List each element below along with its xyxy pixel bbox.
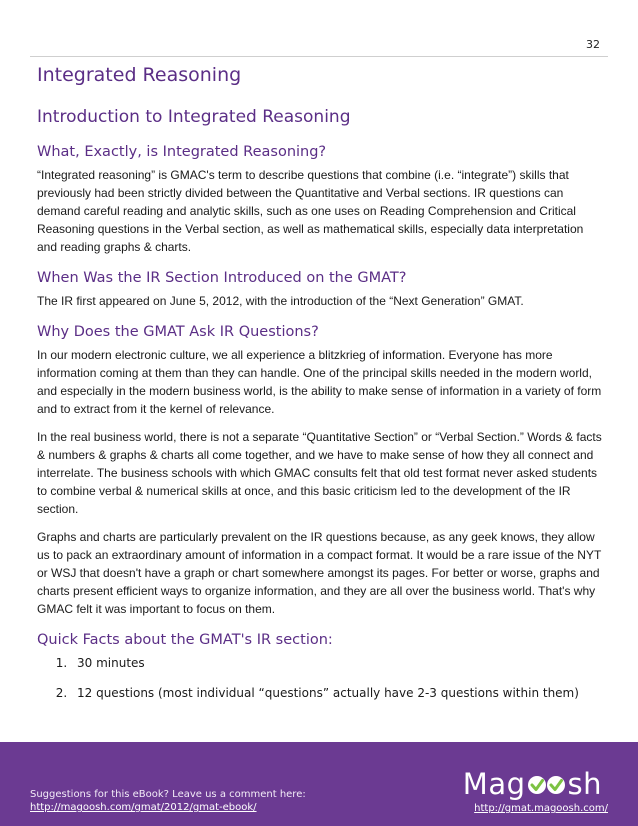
suggestion-link[interactable]: http://magoosh.com/gmat/2012/gmat-ebook/ bbox=[30, 802, 257, 813]
what-paragraph: “Integrated reasoning” is GMAC's term to describe questions that combine (i.e. “integrate”) skills that previously had been strictly divided between the Quantitative and Verbal sections. IR questions can demand careful reading and analytic skills, such as one uses on Reading Comprehension and Critical Reasoning questions in the Verbal section, as well as mathematical skills, especially data interpretation and reading graphs & charts. bbox=[37, 168, 584, 254]
magoosh-logo[interactable] bbox=[463, 769, 602, 799]
why-paragraph-1: In our modern electronic culture, we all experience a blitzkrieg of information. Everyone has more information coming at them than they can handle. One of the principal skills needed in the modern world, and especially in the modern business world, is the ability to make sense of information in a variety of form and to extract from it the kernel of relevance. bbox=[37, 348, 602, 416]
when-heading: When Was the IR Section Introduced on the GMAT? bbox=[37, 270, 407, 286]
header-rule bbox=[30, 56, 608, 57]
suggestion-text: Suggestions for this eBook? Leave us a comment here: bbox=[30, 789, 306, 800]
chapter-title: Introduction to Integrated Reasoning bbox=[37, 107, 351, 127]
why-paragraph-2: In the real business world, there is not a separate “Quantitative Section” or “Verbal Section.” Words & facts & numbers & graphs & charts all come together, and we have to make sense of how they all connect and interrelate. The business schools with which GMAC consults felt that old test format never asked students to combine verbal & numerical skills at once, and this basic criticism led to the development of the IR section. bbox=[37, 430, 602, 516]
why-heading: Why Does the GMAT Ask IR Questions? bbox=[37, 324, 319, 340]
footer-suggestion bbox=[30, 788, 306, 814]
list-item: 2. 12 questions (most individual “questions” actually have 2-3 questions within them) bbox=[71, 684, 603, 702]
logo-text-right: sh bbox=[567, 767, 602, 801]
section-title: Integrated Reasoning bbox=[37, 64, 242, 86]
site-link[interactable]: http://gmat.magoosh.com/ bbox=[474, 803, 608, 814]
page-content bbox=[37, 62, 603, 714]
page-number: 32 bbox=[586, 38, 600, 51]
what-heading: What, Exactly, is Integrated Reasoning? bbox=[37, 144, 327, 160]
logo-text-left: Mag bbox=[462, 767, 526, 801]
logo-check-icon bbox=[527, 772, 567, 796]
footer-bar bbox=[0, 742, 638, 826]
why-paragraph-3: Graphs and charts are particularly prevalent on the IR questions because, as any geek knows, they allow us to pack an extraordinary amount of information in a compact format. It would be a rare issue of the NYT or WSJ that doesn't have a graph or chart somewhere amongst its pages. For better or worse, graphs and charts present efficient ways to organize information, and they are all over the business world. That's why GMAC felt it was important to focus on them. bbox=[37, 530, 602, 616]
list-item: 1. 30 minutes bbox=[71, 654, 603, 672]
facts-list bbox=[37, 654, 603, 702]
facts-heading: Quick Facts about the GMAT's IR section: bbox=[37, 632, 333, 648]
when-paragraph: The IR first appeared on June 5, 2012, with the introduction of the “Next Generation” GMAT. bbox=[37, 294, 524, 308]
